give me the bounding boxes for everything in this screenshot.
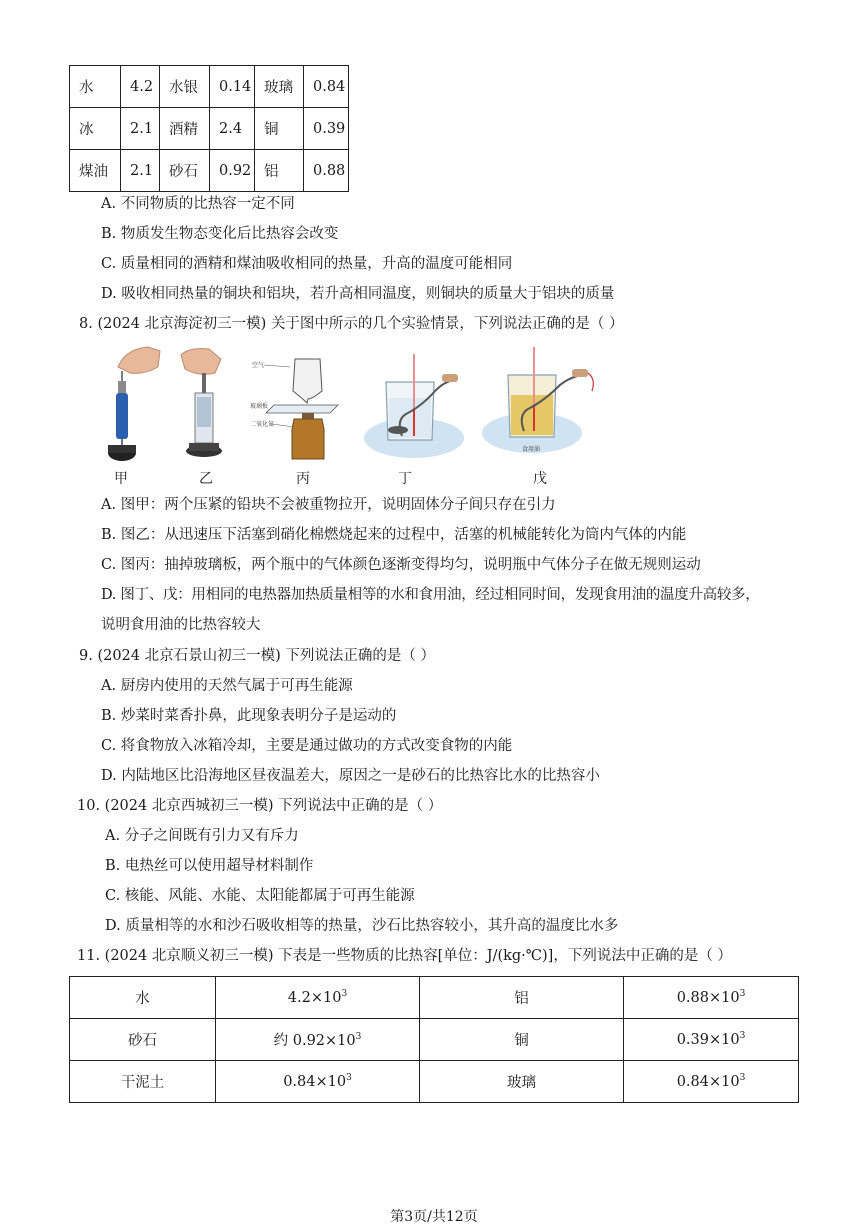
table-cell: 铝 [255, 150, 304, 192]
q7-option-d: D. 吸收相同热量的铜块和铝块，若升高相同温度，则铜块的质量大于铝块的质量 [101, 286, 615, 302]
table-cell: 冰 [70, 108, 121, 150]
q7-option-a: A. 不同物质的比热容一定不同 [101, 196, 295, 212]
table-cell: 水 [70, 66, 121, 108]
table-cell: 水银 [160, 66, 210, 108]
table-cell: 砂石 [70, 1019, 216, 1061]
figure-bing-gas-diffusion [250, 355, 345, 463]
table-row [70, 150, 349, 192]
q11-stem: 11. (2024 北京顺义初三一模) 下表是一些物质的比热容[单位：J/(kg·℃)]，下列说法中正确的是（ ） [77, 948, 732, 964]
specific-heat-table-top [69, 65, 349, 192]
table-cell: $0.84\times 10^3$ [216, 1061, 420, 1103]
table-cell: $0.88\times 10^3$ [624, 977, 799, 1019]
figure-label-glass-plate: 玻璃板 [250, 403, 269, 410]
caption-wu: 戊 [533, 471, 547, 487]
figure-yi-piston-tube [175, 345, 235, 463]
q10-stem: 10. (2024 北京西城初三一模) 下列说法中正确的是（ ） [77, 798, 443, 814]
table-cell: 玻璃 [255, 66, 304, 108]
table-cell: 约 $0.92\times 10^3$ [216, 1019, 420, 1061]
q8-option-b: B. 图乙：从迅速压下活塞到硝化棉燃烧起来的过程中，活塞的机械能转化为筒内气体的内能 [101, 527, 687, 543]
table-cell: 2.4 [210, 108, 255, 150]
q9-option-c: C. 将食物放入冰箱冷却，主要是通过做功的方式改变食物的内能 [101, 738, 513, 754]
table-cell: $0.39\times 10^3$ [624, 1019, 799, 1061]
figure-wu-oil-heater [478, 345, 603, 463]
table-row [70, 977, 799, 1019]
table-cell: 铝 [420, 977, 624, 1019]
table-row [70, 108, 349, 150]
figure-label-cooking-oil: 食用油 [522, 446, 541, 453]
q7-option-b: B. 物质发生物态变化后比热容会改变 [101, 226, 339, 242]
table-cell: 0.84 [304, 66, 349, 108]
table-cell: 玻璃 [420, 1061, 624, 1103]
table-cell: 煤油 [70, 150, 121, 192]
table-cell: 砂石 [160, 150, 210, 192]
table-cell: $4.2\times 10^3$ [216, 977, 420, 1019]
q7-option-c: C. 质量相同的酒精和煤油吸收相同的热量，升高的温度可能相同 [101, 256, 513, 272]
q10-option-c: C. 核能、风能、水能、太阳能都属于可再生能源 [105, 888, 415, 904]
q10-option-b: B. 电热丝可以使用超导材料制作 [105, 858, 314, 874]
caption-jia: 甲 [114, 471, 128, 487]
q8-stem: 8. (2024 北京海淀初三一模) 关于图中所示的几个实验情景，下列说法正确的是（ ） [79, 316, 624, 332]
figure-label-air: 空气 [252, 362, 265, 369]
q10-option-a: A. 分子之间既有引力又有斥力 [105, 828, 299, 844]
caption-bing: 丙 [296, 471, 310, 487]
table-cell: $0.84\times 10^3$ [624, 1061, 799, 1103]
q8-option-d: D. 图丁、戊：用相同的电热器加热质量相等的水和食用油，经过相同时间，发现食用油的温度升高较多， [101, 587, 760, 603]
table-row [70, 66, 349, 108]
caption-ding: 丁 [398, 471, 412, 487]
table-cell: 0.39 [304, 108, 349, 150]
table-cell: 0.88 [304, 150, 349, 192]
table-cell: 2.1 [121, 150, 160, 192]
caption-yi: 乙 [199, 471, 213, 487]
table-row [70, 1061, 799, 1103]
q9-option-b: B. 炒菜时菜香扑鼻，此现象表明分子是运动的 [101, 708, 397, 724]
q9-option-a: A. 厨房内使用的天然气属于可再生能源 [101, 678, 353, 694]
q9-stem: 9. (2024 北京石景山初三一模) 下列说法正确的是（ ） [79, 648, 435, 664]
table-cell: 酒精 [160, 108, 210, 150]
table-cell: 4.2 [121, 66, 160, 108]
table-cell: 0.92 [210, 150, 255, 192]
q8-option-a: A. 图甲：两个压紧的铅块不会被重物拉开，说明固体分子间只存在引力 [101, 497, 556, 513]
q8-option-d-cont: 说明食用油的比热容较大 [101, 617, 261, 633]
table-cell: 干泥土 [70, 1061, 216, 1103]
figure-ding-water-heater [362, 350, 470, 462]
table-cell: 2.1 [121, 108, 160, 150]
table-cell: 0.14 [210, 66, 255, 108]
q9-option-d: D. 内陆地区比沿海地区昼夜温差大，原因之一是砂石的比热容比水的比热容小 [101, 768, 600, 784]
figure-label-no2: 二氧化氮 [250, 421, 275, 428]
table-row [70, 1019, 799, 1061]
page-footer: 第3页/共12页 [390, 1209, 478, 1225]
table-cell: 铜 [255, 108, 304, 150]
specific-heat-table-bottom [69, 976, 799, 1103]
table-cell: 铜 [420, 1019, 624, 1061]
q8-option-c: C. 图丙：抽掉玻璃板，两个瓶中的气体颜色逐渐变得均匀，说明瓶中气体分子在做无规则运动 [101, 557, 701, 573]
q10-option-d: D. 质量相等的水和沙石吸收相等的热量，沙石比热容较小，其升高的温度比水多 [105, 918, 619, 934]
table-cell: 水 [70, 977, 216, 1019]
figure-jia-lead-blocks [100, 345, 162, 463]
